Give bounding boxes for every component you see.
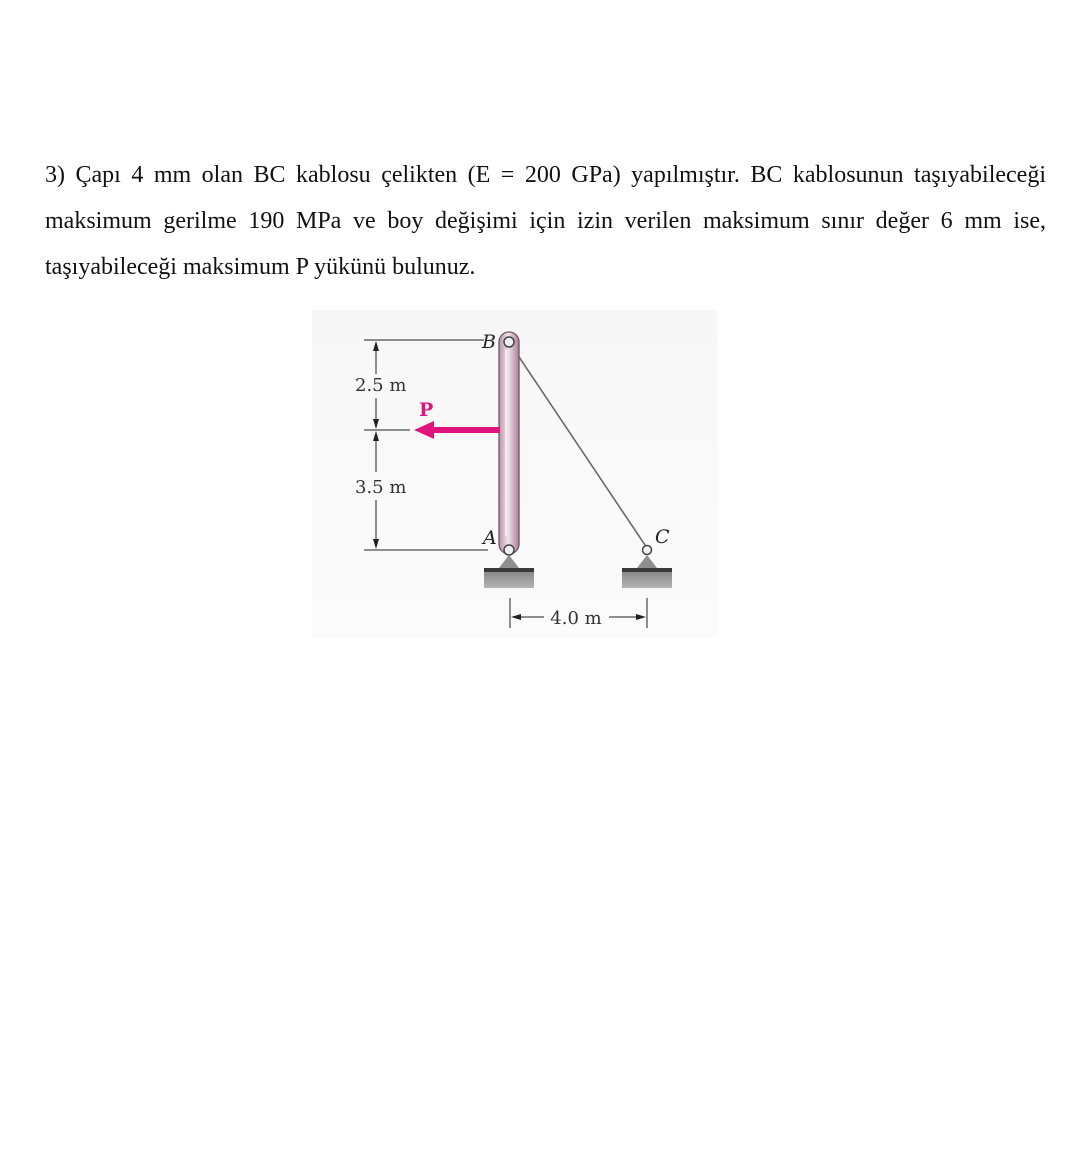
dimension-horizontal-label: 4.0 m (550, 608, 602, 629)
structure-figure (312, 310, 718, 638)
problem-statement: 3) Çapı 4 mm olan BC kablosu çelikten (E = 200 GPa) yapılmıştır. BC kablosunun taşıyabileceği maksimum gerilme 190 MPa ve boy değişimi için izin verilen maksimum sınır değer 6 mm ise, taşıyabileceği maksimum P yükünü bulunuz. (45, 162, 1046, 280)
pin-a (504, 545, 514, 555)
load-label: P (419, 399, 434, 421)
bar-ab (499, 332, 519, 554)
dimension-lower-label: 3.5 m (355, 477, 407, 498)
label-c: C (655, 526, 670, 548)
dimension-upper-label: 2.5 m (355, 375, 407, 396)
label-b: B (482, 331, 496, 353)
structure-diagram (312, 310, 718, 638)
pin-b (504, 337, 514, 347)
pin-c (643, 546, 652, 555)
label-a: A (483, 527, 497, 549)
